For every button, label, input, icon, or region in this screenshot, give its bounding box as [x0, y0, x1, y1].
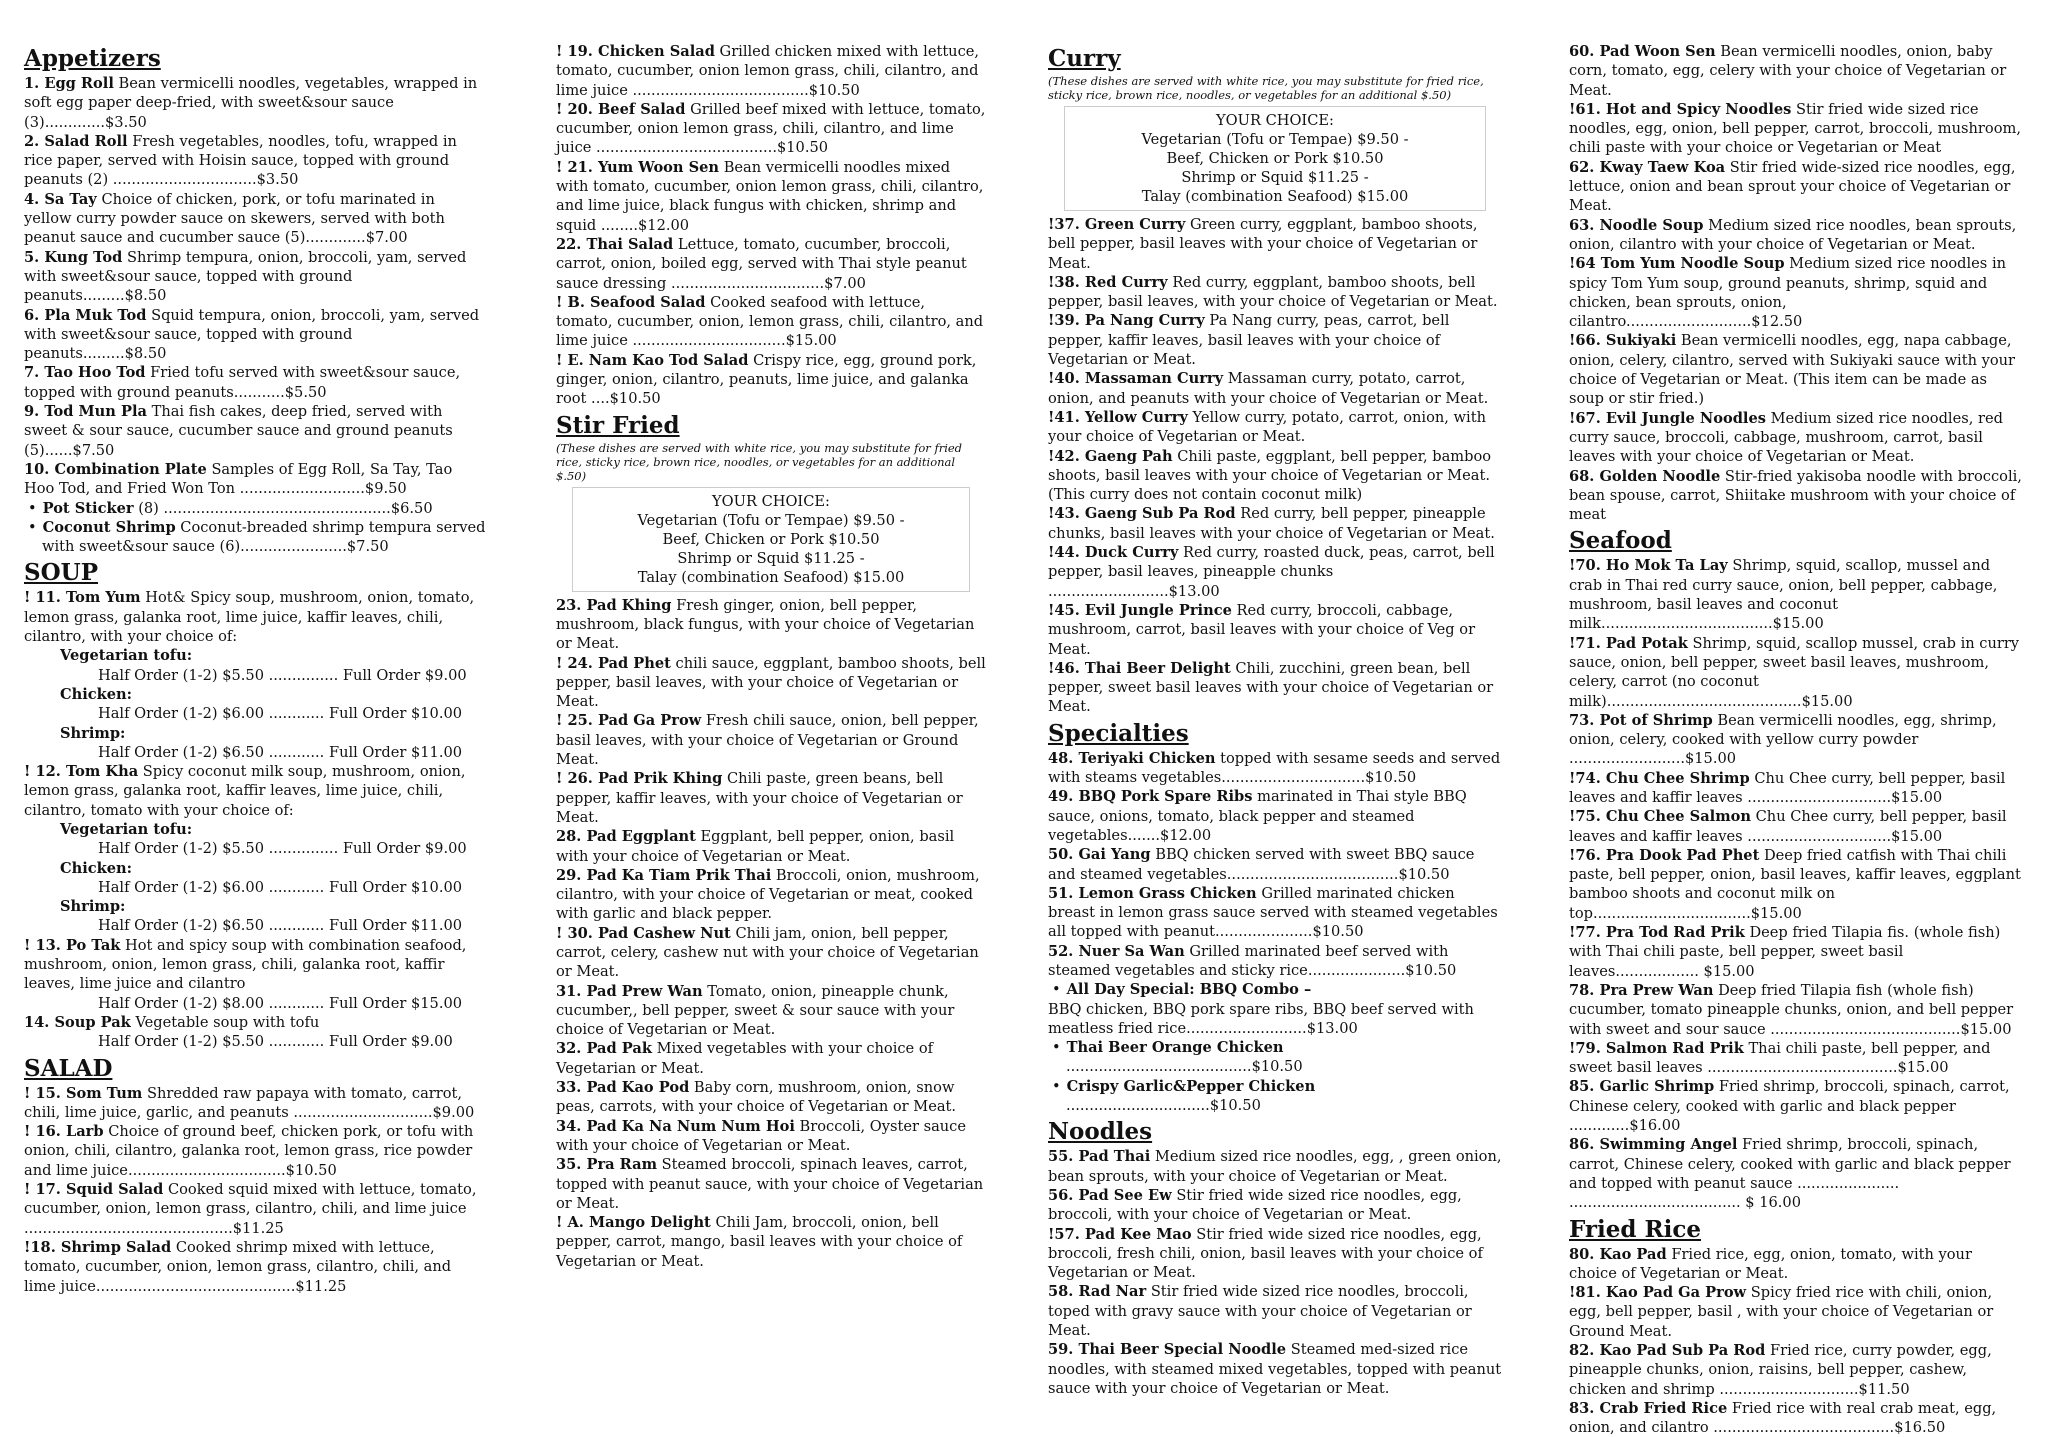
list-item: 63. Noodle Soup Medium sized rice noodles, bean sprouts, onion, cilantro with your choice of Vegetarian or Meat.	[1569, 216, 2017, 253]
list-item: ! 19. Chicken Salad Grilled chicken mixed with lettuce, tomato, cucumber, onion lemon grass, chili, cilantro, and lime juice ......................................$10.50	[556, 43, 980, 99]
choice-line: Talay (combination Seafood) $15.00	[1141, 188, 1409, 205]
stir-fried-choice-box	[572, 487, 970, 592]
list-item: 32. Pad Pak Mixed vegetables with your choice of Vegetarian or Meat.	[556, 1040, 934, 1077]
list-item: !45. Evil Jungle Prince Red curry, broccoli, cabbage, mushroom, carrot, basil leaves with your choice of Veg or Meat.	[1048, 601, 1476, 658]
list-item: 31. Pad Prew Wan Tomato, onion, pineapple chunk, cucumber,, bell pepper, sweet & sour sauce with your choice of Vegetarian or Meat.	[556, 982, 955, 1039]
menu-column-4	[1569, 42, 2024, 1437]
soup-heading: SOUP	[24, 559, 98, 587]
list-item: !46. Thai Beer Delight Chili, zucchini, green bean, bell pepper, sweet basil leaves with your choice of Vegetarian or Meat.	[1048, 659, 1494, 716]
appetizers-heading: Appetizers	[24, 45, 161, 72]
list-item: ! 21. Yum Woon Sen Bean vermicelli noodles mixed with tomato, cucumber, onion lemon grass, chili, cilantro, and lime juice, black fungus with chicken, shrimp and squid ........$12.00	[556, 158, 984, 234]
list-item: 7. Tao Hoo Tod Fried tofu served with sweet&sour sauce, topped with ground peanuts...........$5.50	[24, 364, 461, 401]
list-item: 5. Kung Tod Shrimp tempura, onion, broccoli, yam, served with sweet&sour sauce, topped with ground peanuts.........$8.50	[24, 248, 467, 305]
list-item: • Coconut Shrimp Coconut-breaded shrimp tempura served with sweet&sour sauce (6).......................$7.50	[42, 518, 486, 557]
list-item: ! 11. Tom Yum Hot& Spicy soup, mushroom, onion, tomato, lemon grass, galanka root, lime juice, kaffir leaves, chili, cilantro, with your choice of:	[24, 589, 475, 646]
list-item: • Thai Beer Orange Chicken ........................................$10.50	[1066, 1038, 1502, 1077]
list-item: ! 13. Po Tak Hot and spicy soup with combination seafood, mushroom, onion, lemon grass, chili, galanka root, kaffir leaves, lime juice and cilantro	[24, 936, 467, 993]
list-item: 34. Pad Ka Na Num Num Hoi Broccoli, Oyster sauce with your choice of Vegetarian or Meat.	[556, 1117, 966, 1154]
list-item: 1. Egg Roll Bean vermicelli noodles, vegetables, wrapped in soft egg paper deep-fried, with sweet&sour sauce (3).............$3.50	[24, 75, 478, 131]
list-item: ! 20. Beef Salad Grilled beef mixed with lettuce, tomato, cucumber, onion lemon grass, chili, cilantro, and lime juice .......................................$10.50	[556, 100, 986, 157]
list-item: 51. Lemon Grass Chicken Grilled marinated chicken breast in lemon grass sauce served with steamed vegetables all topped with peanut.....................$10.50	[1048, 884, 1498, 941]
choice-line: Beef, Chicken or Pork $10.50	[662, 530, 880, 548]
list-item: 59. Thai Beer Special Noodle Steamed med-sized rice noodles, with steamed mixed vegetables, topped with peanut sauce with your choice of Vegetarian or Meat.	[1048, 1341, 1502, 1397]
list-item: 2. Salad Roll Fresh vegetables, noodles, tofu, wrapped in rice paper, served with Hoisin sauce, topped with ground peanuts (2) ...............................$3.50	[24, 132, 457, 189]
choice-line: Talay (combination Seafood) $15.00	[637, 568, 905, 586]
choice-title: YOUR CHOICE:	[1216, 112, 1334, 129]
list-item: !70. Ho Mok Ta Lay Shrimp, squid, scallop, mussel and crab in Thai red curry sauce, onion, bell pepper, cabbage, mushroom, basil leaves and coconut milk.....................................$15.00	[1569, 557, 1998, 633]
list-item: 62. Kway Taew Koa Stir fried wide-sized rice noodles, egg, lettuce, onion and bean sprout your choice of Vegetarian or Meat.	[1569, 158, 2016, 215]
list-item: 85. Garlic Shrimp Fried shrimp, broccoli, spinach, carrot, Chinese celery, cooked with garlic and black pepper .............$16.00	[1569, 1078, 2010, 1135]
list-item: 73. Pot of Shrimp Bean vermicelli noodles, egg, shrimp, onion, celery, cooked with yellow curry powder .........................$15.00	[1569, 711, 1997, 768]
list-item: !67. Evil Jungle Noodles Medium sized rice noodles, red curry sauce, broccoli, cabbage, mushroom, carrot, basil leaves with your choice of Vegetarian or Meat.	[1569, 409, 2003, 466]
stir-fried-heading: Stir Fried	[556, 411, 680, 439]
list-item: !66. Sukiyaki Bean vermicelli noodles, egg, napa cabbage, onion, celery, cilantro, served with Sukiyaki sauce with your choice of Vegetarian or Meat. (This item can be made as soup or stir fried.)	[1569, 332, 2016, 408]
option-prices: Half Order (1-2) $5.50 ............... Full Order $9.00	[98, 840, 467, 858]
list-item: 55. Pad Thai Medium sized rice noodles, egg, , green onion, bean sprouts, with your choice of Vegetarian or Meat.	[1048, 1148, 1502, 1185]
choice-line: Vegetarian (Tofu or Tempae) $9.50 -	[1141, 131, 1409, 148]
salad-heading: SALAD	[24, 1054, 113, 1082]
option-label: Vegetarian tofu:	[60, 820, 193, 838]
list-item: !44. Duck Curry Red curry, roasted duck, peas, carrot, bell pepper, basil leaves, pineapple chunks ..........................$13.00	[1048, 544, 1495, 600]
list-item: !57. Pad Kee Mao Stir fried wide sized rice noodles, egg, broccoli, fresh chili, onion, basil leaves with your choice of Vegetarian or Meat.	[1048, 1225, 1483, 1282]
list-item: !81. Kao Pad Ga Prow Spicy fried rice with chili, onion, egg, bell pepper, basil , with your choice of Vegetarian or Ground Meat.	[1569, 1284, 1994, 1340]
appetizers-list	[24, 74, 486, 556]
option-label: Shrimp:	[60, 898, 126, 916]
menu-column-3	[1048, 42, 1502, 1398]
list-item: 80. Kao Pad Fried rice, egg, onion, tomato, with your choice of Vegetarian or Meat.	[1569, 1245, 1972, 1282]
list-item: 23. Pad Khing Fresh ginger, onion, bell pepper, mushroom, black fungus, with your choice of Vegetarian or Meat.	[556, 596, 975, 653]
list-item: 86. Swimming Angel Fried shrimp, broccoli, spinach, carrot, Chinese celery, cooked with garlic and black pepper and topped with peanut sauce ...................... ..................................... $ 16.00	[1569, 1136, 2011, 1212]
list-item: 52. Nuer Sa Wan Grilled marinated beef served with steamed vegetables and sticky rice.....................$10.50	[1048, 942, 1457, 979]
list-item: ! A. Mango Delight Chili Jam, broccoli, onion, bell pepper, carrot, mango, basil leaves with your choice of Vegetarian or Meat.	[556, 1214, 963, 1270]
list-item: 9. Tod Mun Pla Thai fish cakes, deep fried, served with sweet & sour sauce, cucumber sauce and ground peanuts (5)......$7.50	[24, 403, 453, 459]
list-item: 60. Pad Woon Sen Bean vermicelli noodles, onion, baby corn, tomato, egg, celery with your choice of Vegetarian or Meat.	[1569, 43, 2007, 99]
list-item: !79. Salmon Rad Prik Thai chili paste, bell pepper, and sweet basil leaves .........................................$15.00	[1569, 1039, 1991, 1077]
fried-rice-heading: Fried Rice	[1569, 1215, 1701, 1243]
curry-heading: Curry	[1048, 45, 1121, 72]
list-item: 6. Pla Muk Tod Squid tempura, onion, broccoli, yam, served with sweet&sour sauce, topped with ground peanuts.........$8.50	[24, 306, 480, 363]
list-item: • Crispy Garlic&Pepper Chicken ...............................$10.50	[1066, 1077, 1502, 1116]
list-item: 82. Kao Pad Sub Pa Rod Fried rice, curry powder, egg, pineapple chunks, onion, raisins, bell pepper, cashew, chicken and shrimp ..............................$11.50	[1569, 1342, 1992, 1398]
list-item: • All Day Special: BBQ Combo –	[1066, 980, 1502, 999]
list-item: 35. Pra Ram Steamed broccoli, spinach leaves, carrot, topped with peanut sauce, with your choice of Vegetarian or Meat.	[556, 1156, 984, 1212]
list-item: ! 17. Squid Salad Cooked squid mixed with lettuce, tomato, cucumber, onion, lemon grass, cilantro, chili, and lime juice .............................................$11.25	[24, 1181, 477, 1237]
list-item: ! E. Nam Kao Tod Salad Crispy rice, egg, ground pork, ginger, onion, cilantro, peanuts, lime juice, and galanka root ....$10.50	[556, 351, 977, 408]
list-item: 10. Combination Plate Samples of Egg Roll, Sa Tay, Tao Hoo Tod, and Fried Won Ton ...........................$9.50	[24, 460, 453, 498]
list-item: !76. Pra Dook Pad Phet Deep fried catfish with Thai chili paste, bell pepper, onion, basil leaves, kaffir leaves, eggplant bamboo shoots and coconut milk on top..................................$15.00	[1569, 846, 2021, 922]
list-item: 29. Pad Ka Tiam Prik Thai Broccoli, onion, mushroom, cilantro, with your choice of Vegetarian or meat, cooked with garlic and black pepper.	[556, 866, 980, 923]
option-label: Chicken:	[60, 685, 133, 703]
list-item: !75. Chu Chee Salmon Chu Chee curry, bell pepper, basil leaves and kaffir leaves ...............................$15.00	[1569, 808, 2007, 845]
option-prices: Half Order (1-2) $6.00 ............ Full Order $10.00	[98, 705, 463, 723]
option-prices: Half Order (1-2) $6.00 ............ Full Order $10.00	[98, 878, 463, 896]
choice-line: Shrimp or Squid $11.25 -	[677, 549, 865, 567]
seafood-heading: Seafood	[1569, 527, 1672, 555]
list-item: !61. Hot and Spicy Noodles Stir fried wide sized rice noodles, egg, onion, bell pepper, carrot, broccoli, mushroom, chili paste with your choice or Vegetarian or Meat	[1569, 100, 2021, 157]
option-prices: Half Order (1-2) $6.50 ............ Full Order $11.00	[98, 917, 463, 935]
choice-line: Beef, Chicken or Pork $10.50	[1166, 150, 1384, 167]
list-item: !71. Pad Potak Shrimp, squid, scallop mussel, crab in curry sauce, onion, bell pepper, sweet basil leaves, mushroom, celery, carrot (no coconut milk)..........................................$15.00	[1569, 634, 2020, 710]
list-item: 14. Soup Pak Vegetable soup with tofu	[24, 1013, 320, 1031]
list-item: !77. Pra Tod Rad Prik Deep fried Tilapia fis. (whole fish) with Thai chili paste, bell pepper, sweet basil leaves.................. $15.00	[1569, 924, 2001, 980]
list-item: 58. Rad Nar Stir fried wide sized rice noodles, broccoli, toped with gravy sauce with your choice of Vegetarian or Meat.	[1048, 1283, 1472, 1340]
list-item: 49. BBQ Pork Spare Ribs marinated in Thai style BBQ sauce, onions, tomato, black pepper and steamed vegetables.......$12.00	[1048, 788, 1467, 844]
list-item: 56. Pad See Ew Stir fried wide sized rice noodles, egg, broccoli, with your choice of Vegetarian or Meat.	[1048, 1186, 1462, 1224]
noodles-heading: Noodles	[1048, 1118, 1153, 1146]
list-item: !40. Massaman Curry Massaman curry, potato, carrot, onion, and peanuts with your choice of Vegetarian or Meat.	[1048, 370, 1489, 407]
option-label: Vegetarian tofu:	[60, 647, 193, 665]
option-label: Shrimp:	[60, 724, 126, 742]
choice-line: Vegetarian (Tofu or Tempae) $9.50 -	[637, 511, 905, 529]
option-prices: Half Order (1-2) $5.50 ............... Full Order $9.00	[98, 666, 467, 684]
list-item: ! 12. Tom Kha Spicy coconut milk soup, mushroom, onion, lemon grass, galanka root, kaffir leaves, lime juice, chili, cilantro, tomato with your choice of:	[24, 763, 466, 819]
choice-line: Shrimp or Squid $11.25 -	[1181, 169, 1369, 186]
curry-note: (These dishes are served with white rice, you may substitute for fried rice, sticky rice, brown rice, noodles, or vegetables for an additional $.50)	[1048, 74, 1484, 102]
list-item: 4. Sa Tay Choice of chicken, pork, or tofu marinated in yellow curry powder sauce on skewers, served with both peanut sauce and cucumber sauce (5).............$7.00	[24, 190, 445, 247]
list-item: ! 26. Pad Prik Khing Chili paste, green beans, bell pepper, kaffir leaves, with your choice of Vegetarian or Meat.	[556, 770, 963, 826]
list-item: !74. Chu Chee Shrimp Chu Chee curry, bell pepper, basil leaves and kaffir leaves ...............................$15.00	[1569, 769, 2006, 806]
curry-choice-box	[1064, 106, 1486, 211]
list-item: 28. Pad Eggplant Eggplant, bell pepper, onion, basil with your choice of Vegetarian or Meat.	[556, 828, 955, 865]
specialties-heading: Specialties	[1048, 719, 1189, 747]
choice-title: YOUR CHOICE:	[712, 492, 830, 510]
list-item: !42. Gaeng Pah Chili paste, eggplant, bell pepper, bamboo shoots, basil leaves with your choice of Vegetarian or Meat. (This curry does not contain coconut milk)	[1048, 447, 1492, 504]
list-item: !41. Yellow Curry Yellow curry, potato, carrot, onion, with your choice of Vegetarian or Meat.	[1048, 408, 1486, 446]
list-item: ! 16. Larb Choice of ground beef, chicken pork, or tofu with onion, chili, cilantro, galanka root, lemon grass, rice powder and lime juice..................................$10.50	[24, 1123, 474, 1179]
list-item: 78. Pra Prew Wan Deep fried Tilapia fish (whole fish) cucumber, tomato pineapple chunks, onion, and bell pepper with sweet and sour sauce .........................................$15.00	[1569, 981, 2014, 1038]
list-item: !38. Red Curry Red curry, eggplant, bamboo shoots, bell pepper, basil leaves, with your choice of Vegetarian or Meat.	[1048, 273, 1498, 311]
list-item: BBQ chicken, BBQ pork spare ribs, BBQ beef served with meatless fried rice..........................$13.00	[1048, 1000, 1474, 1037]
option-prices: Half Order (1-2) $6.50 ............ Full Order $11.00	[98, 743, 463, 761]
list-item: !37. Green Curry Green curry, eggplant, bamboo shoots, bell pepper, basil leaves with your choice of Vegetarian or Meat.	[1048, 216, 1478, 272]
menu-column-1	[24, 42, 486, 1296]
list-item: !64 Tom Yum Noodle Soup Medium sized rice noodles in spicy Tom Yum soup, ground peanuts, shrimp, squid and chicken, bean sprouts, onion, cilantro...........................$12.50	[1569, 255, 2007, 331]
list-item: ! 30. Pad Cashew Nut Chili jam, onion, bell pepper, carrot, celery, cashew nut with your choice of Vegetarian or Meat.	[556, 924, 979, 981]
list-item: • Pot Sticker (8) .................................................$6.50	[42, 499, 486, 518]
list-item: !18. Shrimp Salad Cooked shrimp mixed with lettuce, tomato, cucumber, onion, lemon grass, cilantro, chili, and lime juice...........................................$11.25	[24, 1238, 452, 1295]
list-item: 48. Teriyaki Chicken topped with sesame seeds and served with steams vegetables...............................$10.50	[1048, 749, 1501, 787]
list-item: !39. Pa Nang Curry Pa Nang curry, peas, carrot, bell pepper, kaffir leaves, basil leaves with your choice of Vegetarian or Meat.	[1048, 312, 1450, 369]
option-label: Chicken:	[60, 859, 133, 877]
list-item: 50. Gai Yang BBQ chicken served with sweet BBQ sauce and steamed vegetables.....................................$10.50	[1048, 846, 1475, 883]
stir-fried-note: (These dishes are served with white rice, you may substitute for fried rice, sticky rice, brown rice, noodles, or vegetables for an additional $.50)	[556, 440, 963, 483]
option-prices: Half Order (1-2) $5.50 ............ Full Order $9.00	[98, 1033, 453, 1051]
list-item: 33. Pad Kao Pod Baby corn, mushroom, onion, snow peas, carrots, with your choice of Vegetarian or Meat.	[556, 1079, 957, 1116]
list-item: ! B. Seafood Salad Cooked seafood with lettuce, tomato, cucumber, onion, lemon grass, chili, cilantro, and lime juice .................................$15.00	[556, 293, 984, 350]
list-item: 68. Golden Noodle Stir-fried yakisoba noodle with broccoli, bean spouse, carrot, Shiitake mushroom with your choice of meat	[1569, 467, 2022, 524]
list-item: 22. Thai Salad Lettuce, tomato, cucumber, broccoli, carrot, onion, boiled egg, served with Thai style peanut sauce dressing .................................$7.00	[556, 235, 967, 292]
list-item: !43. Gaeng Sub Pa Rod Red curry, bell pepper, pineapple chunks, basil leaves with your choice of Vegetarian or Meat.	[1048, 505, 1495, 542]
list-item: ! 25. Pad Ga Prow Fresh chili sauce, onion, bell pepper, basil leaves, with your choice of Vegetarian or Ground Meat.	[556, 712, 979, 769]
list-item: ! 15. Som Tum Shredded raw papaya with tomato, carrot, chili, lime juice, garlic, and peanuts ..............................$9.00	[24, 1084, 475, 1121]
menu-column-2	[556, 42, 986, 1271]
list-item: ! 24. Pad Phet chili sauce, eggplant, bamboo shoots, bell pepper, basil leaves, with your choice of Vegetarian or Meat.	[556, 654, 986, 711]
list-item: 83. Crab Fried Rice Fried rice with real crab meat, egg, onion, and cilantro .......................................$16.50	[1569, 1399, 1997, 1437]
option-prices: Half Order (1-2) $8.00 ............ Full Order $15.00	[98, 994, 463, 1012]
